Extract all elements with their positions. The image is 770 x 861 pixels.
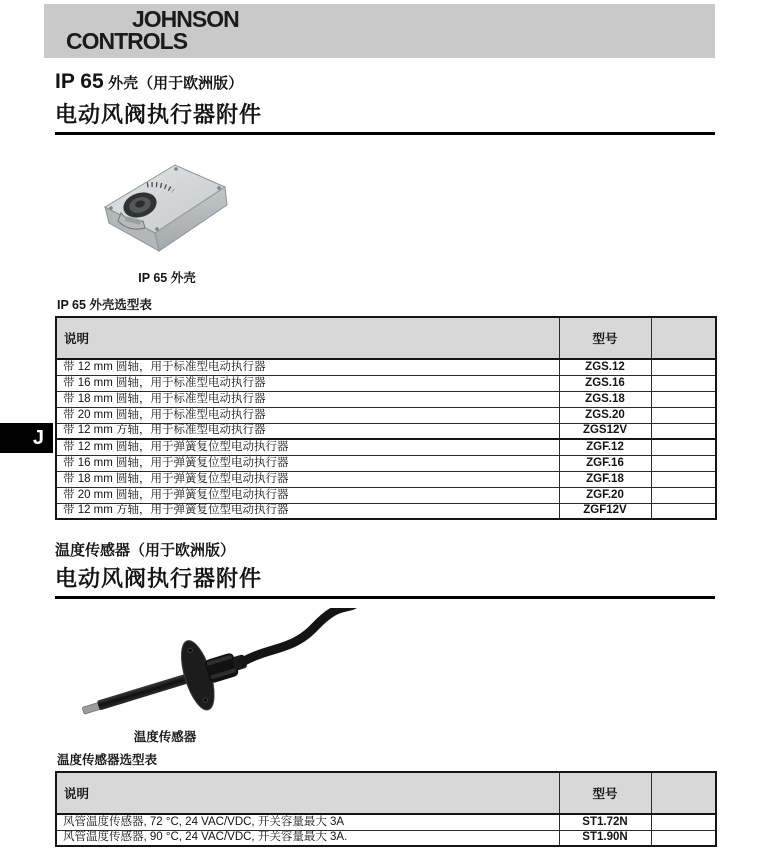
empty-cell xyxy=(651,375,716,391)
table-row xyxy=(56,814,716,830)
table-row xyxy=(56,375,716,391)
table-row xyxy=(56,439,716,455)
table-row xyxy=(56,830,716,846)
page-content xyxy=(55,62,715,847)
model-cell: ZGS.16 xyxy=(559,375,651,391)
empty-cell xyxy=(651,407,716,423)
description-cell: 带 12 mm 圆轴，用于标准型电动执行器 xyxy=(56,359,559,375)
model-cell: ZGF.18 xyxy=(559,471,651,487)
section-kicker: 温度传感器（用于欧洲版） xyxy=(55,542,236,559)
description-cell: 带 18 mm 圆轴，用于弹簧复位型电动执行器 xyxy=(56,471,559,487)
title-rule xyxy=(55,132,715,135)
model-cell: ZGS12V xyxy=(559,423,651,439)
description-cell: 风管温度传感器, 90 °C, 24 VAC/VDC, 开关容量最大 3A. xyxy=(56,830,559,846)
selection-table-label: 温度传感器选型表 xyxy=(57,753,158,767)
empty-cell xyxy=(651,487,716,503)
description-cell: 带 12 mm 方轴，用于弹簧复位型电动执行器 xyxy=(56,503,559,519)
description-cell: 带 12 mm 方轴，用于标准型电动执行器 xyxy=(56,423,559,439)
table-row xyxy=(56,455,716,471)
empty-cell xyxy=(651,830,716,846)
table-row xyxy=(56,487,716,503)
model-cell: ZGF12V xyxy=(559,503,651,519)
selection-table-label: IP 65 外壳选型表 xyxy=(57,298,152,312)
description-cell: 带 20 mm 圆轴，用于弹簧复位型电动执行器 xyxy=(56,487,559,503)
sensor-selection-table xyxy=(55,771,717,847)
empty-cell xyxy=(651,471,716,487)
title-rule xyxy=(55,596,715,599)
kicker-chinese: 外壳（用于欧洲版） xyxy=(108,75,244,92)
column-header-model: 型号 xyxy=(559,772,651,814)
page-title: 电动风阀执行器附件 xyxy=(55,102,263,127)
model-cell: ST1.90N xyxy=(559,830,651,846)
table-row xyxy=(56,503,716,519)
kicker-latin: IP 65 xyxy=(55,70,104,93)
column-header-model: 型号 xyxy=(559,317,651,359)
table-row xyxy=(56,471,716,487)
figure-caption: IP 65 外壳 xyxy=(138,271,196,285)
description-cell: 风管温度传感器, 72 °C, 24 VAC/VDC, 开关容量最大 3A xyxy=(56,814,559,830)
model-cell: ZGF.20 xyxy=(559,487,651,503)
empty-cell xyxy=(651,359,716,375)
section-temp-sensor xyxy=(55,542,715,847)
johnson-controls-logo xyxy=(44,6,239,54)
model-cell: ZGS.12 xyxy=(559,359,651,375)
logo-line1: JOHNSON xyxy=(132,6,239,32)
model-cell: ZGF.12 xyxy=(559,439,651,455)
actuator-image xyxy=(97,155,232,255)
empty-cell xyxy=(651,423,716,439)
description-cell: 带 18 mm 圆轴，用于标准型电动执行器 xyxy=(56,391,559,407)
description-cell: 带 12 mm 圆轴，用于弹簧复位型电动执行器 xyxy=(56,439,559,455)
model-cell: ZGS.18 xyxy=(559,391,651,407)
table-row xyxy=(56,359,716,375)
figure-caption: 温度传感器 xyxy=(133,730,197,744)
empty-cell xyxy=(651,503,716,519)
column-header-empty xyxy=(651,772,716,814)
section-index-tab: J xyxy=(0,423,53,453)
column-header-description: 说明 xyxy=(56,317,559,359)
table-row xyxy=(56,407,716,423)
model-cell: ZGS.20 xyxy=(559,407,651,423)
section-ip65 xyxy=(55,71,715,520)
temperature-sensor-image xyxy=(75,608,365,726)
description-cell: 带 20 mm 圆轴，用于标准型电动执行器 xyxy=(56,407,559,423)
table-header-row xyxy=(56,772,716,814)
model-cell: ZGF.16 xyxy=(559,455,651,471)
empty-cell xyxy=(651,814,716,830)
table-header-row xyxy=(56,317,716,359)
column-header-empty xyxy=(651,317,716,359)
actuator-figure xyxy=(97,155,232,255)
empty-cell xyxy=(651,391,716,407)
model-cell: ST1.72N xyxy=(559,814,651,830)
empty-cell xyxy=(651,455,716,471)
column-header-description: 说明 xyxy=(56,772,559,814)
ip65-selection-table xyxy=(55,316,717,520)
section-kicker xyxy=(55,71,715,95)
table-row xyxy=(56,391,716,407)
sensor-figure xyxy=(75,608,365,726)
logo-line2: CONTROLS xyxy=(66,28,188,54)
table-row xyxy=(56,423,716,439)
description-cell: 带 16 mm 圆轴，用于标准型电动执行器 xyxy=(56,375,559,391)
empty-cell xyxy=(651,439,716,455)
logo-banner xyxy=(44,4,715,58)
description-cell: 带 16 mm 圆轴，用于弹簧复位型电动执行器 xyxy=(56,455,559,471)
page-title: 电动风阀执行器附件 xyxy=(55,566,263,591)
